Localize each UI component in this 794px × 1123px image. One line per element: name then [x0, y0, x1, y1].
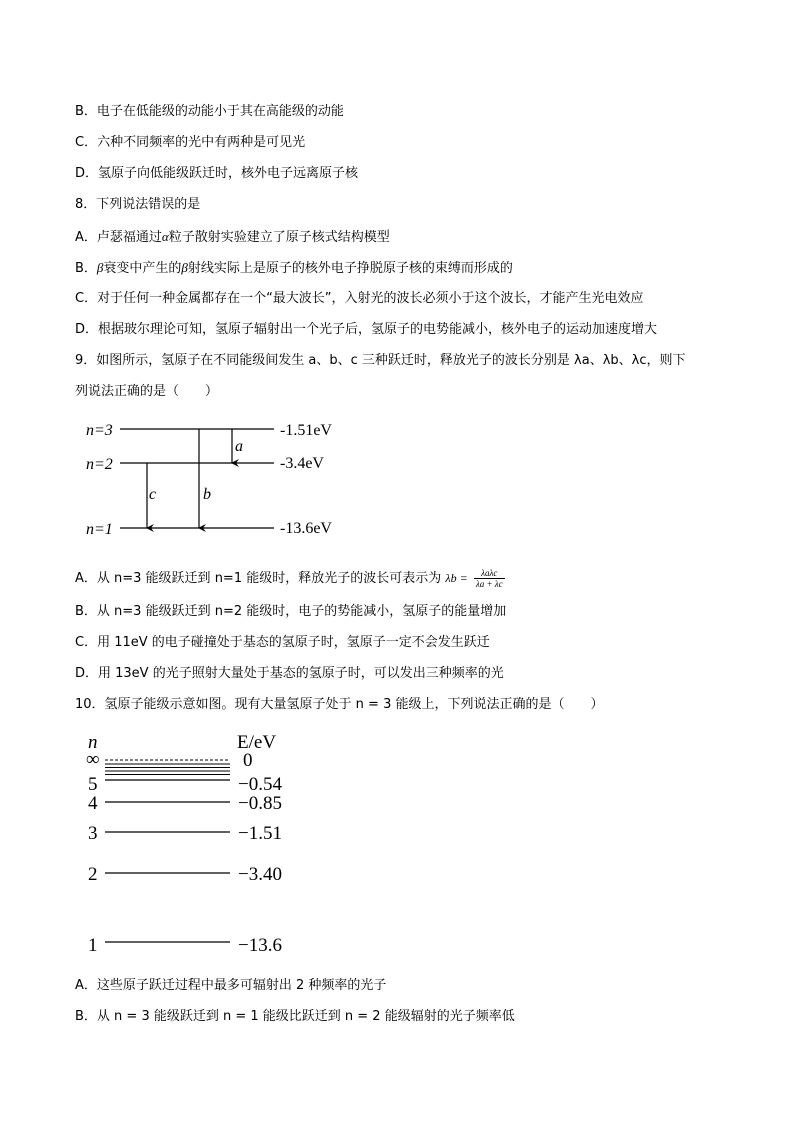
- q8-option-a-text: 粒子散射实验建立了原子核式结构模型: [168, 230, 390, 245]
- q10-col-e-header: E/eV: [237, 732, 277, 753]
- q10-n-4: 4: [88, 793, 98, 814]
- q9-option-c: C．用 11eV 的电子碰撞处于基态的氢原子时，氢原子一定不会发生跃迁: [75, 635, 490, 650]
- q8-option-a: [75, 229, 390, 246]
- beta-symbol-2: β: [181, 260, 188, 275]
- q9-transition-label-b: b: [203, 486, 211, 503]
- q9-option-b: B．从 n=3 能级跃迁到 n=2 能级时，电子的势能减小，氢原子的能量增加: [75, 604, 507, 619]
- q10-e-1: −13.6: [238, 935, 282, 956]
- q8-option-b-text: 射线实际上是原子的核外电子挣脱原子核的束缚而形成的: [187, 261, 513, 276]
- q9-stem-line1: 9．如图所示，氢原子在不同能级间发生 a、b、c 三种跃迁时，释放光子的波长分别是 λa、λb、λc，则下: [75, 353, 686, 368]
- q7-option-c: C．六种不同频率的光中有两种是可见光: [75, 135, 306, 150]
- q7-option-b: B．电子在低能级的动能小于其在高能级的动能: [75, 104, 344, 119]
- q9-fraction: [474, 568, 505, 589]
- q8-option-b: [75, 260, 513, 277]
- q10-e-4: −0.85: [238, 793, 282, 814]
- q10-e-3: −1.51: [238, 823, 282, 844]
- q8-option-d: D．根据玻尔理论可知，氢原子辐射出一个光子后，氢原子的电势能减小，核外电子的运动加速度增大: [75, 322, 658, 337]
- q9-fraction-numerator: λaλc: [474, 568, 505, 579]
- q10-n-2: 2: [88, 864, 98, 885]
- q10-n-3: 3: [88, 823, 98, 844]
- q10-energy-level-diagram: [80, 728, 320, 958]
- q9-formula-lhs: λb =: [445, 571, 468, 585]
- q9-fraction-denominator: λa + λc: [475, 579, 503, 589]
- q10-e-2: −3.40: [238, 864, 282, 885]
- q8-option-b-mid: 衰变中产生的: [103, 261, 182, 276]
- q9-energy-n1: -13.6eV: [280, 520, 332, 537]
- q7-option-d: D．氢原子向低能级跃迁时，核外电子远离原子核: [75, 166, 359, 181]
- q9-energy-level-diagram: [80, 415, 380, 545]
- beta-symbol: β: [96, 260, 104, 275]
- q9-option-a: [75, 568, 505, 589]
- q9-level-label-n1: n=1: [86, 521, 113, 538]
- q9-level-label-n3: n=3: [86, 422, 113, 439]
- q9-stem-line2: 列说法正确的是（ ）: [75, 384, 219, 399]
- q10-n-5: 5: [88, 774, 98, 795]
- alpha-symbol: α: [161, 229, 169, 244]
- q9-option-d: D．用 13eV 的光子照射大量处于基态的氢原子时，可以发出三种频率的光: [75, 666, 504, 681]
- q10-col-n-header: n: [88, 732, 98, 753]
- q10-n-infinity: ∞: [86, 749, 100, 770]
- q9-level-label-n2: n=2: [86, 456, 113, 473]
- q9-energy-n2: -3.4eV: [280, 455, 324, 472]
- q9-option-a-text: A．从 n=3 能级跃迁到 n=1 能级时，释放光子的波长可表示为: [75, 571, 442, 586]
- q10-stem: 10．氢原子能级示意如图。现有大量氢原子处于 n = 3 能级上，下列说法正确的是（ ）: [75, 697, 604, 712]
- q8-option-a-prefix: A．卢瑟福通过: [75, 230, 162, 245]
- q10-option-a: A．这些原子跃迁过程中最多可辐射出 2 种频率的光子: [75, 978, 387, 993]
- q9-transition-label-c: c: [149, 486, 157, 503]
- q10-e-infinity: 0: [243, 750, 253, 771]
- q8-option-c: C．对于任何一种金属都存在一个“最大波长”，入射光的波长必须小于这个波长，才能产生光电效应: [75, 291, 644, 306]
- q10-option-b: B．从 n = 3 能级跃迁到 n = 1 能级比跃迁到 n = 2 能级辐射的光子频率低: [75, 1009, 515, 1024]
- q9-transition-label-a: a: [235, 438, 243, 455]
- q8-stem: 8．下列说法错误的是: [75, 197, 201, 212]
- q9-energy-n3: -1.51eV: [280, 422, 332, 439]
- q8-option-b-prefix: B．: [75, 261, 97, 276]
- q10-e-5: −0.54: [238, 774, 282, 795]
- q10-n-1: 1: [88, 935, 98, 956]
